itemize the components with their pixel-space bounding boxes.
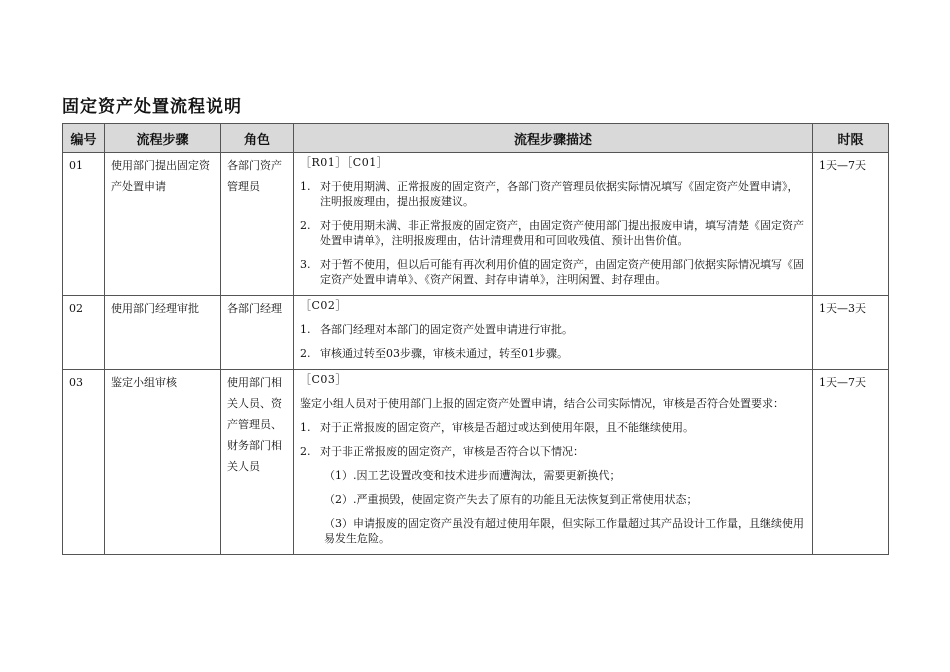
item-text: 审核通过转至03步骤，审核未通过，转至01步骤。 [320, 347, 568, 360]
sub-item: （2）.严重损毁，使固定资产失去了原有的功能且无法恢复到正常使用状态； [324, 493, 698, 506]
description-item [300, 444, 804, 459]
reference-codes: ［C02］ [300, 299, 347, 312]
description-item [300, 346, 804, 361]
step-name: 使用部门经理审批 [105, 296, 221, 370]
step-name: 使用部门提出固定资产处置申请 [105, 153, 221, 296]
table-row [63, 296, 889, 370]
item-number: 1. [300, 421, 311, 434]
item-number: 1. [300, 323, 311, 336]
description-item [300, 179, 804, 209]
sub-item: （1）.因工艺设置改变和技术进步而遭淘汰，需要更新换代； [324, 469, 621, 482]
step-description [294, 296, 813, 370]
time-limit: 1天—7天 [813, 153, 889, 296]
step-name: 鉴定小组审核 [105, 370, 221, 555]
reference-codes: ［C03］ [300, 373, 347, 386]
time-limit: 1天—3天 [813, 296, 889, 370]
table-body [63, 153, 889, 555]
header-description: 流程步骤描述 [294, 124, 813, 153]
process-table [62, 123, 889, 555]
sub-item: （3）申请报废的固定资产虽没有超过使用年限，但实际工作量超过其产品设计工作量，且继续使用易发生危险。 [324, 517, 804, 545]
item-text: 对于使用期满、正常报废的固定资产，各部门资产管理员依据实际情况填写《固定资产处置申请》，注明报废理由，提出报废建议。 [320, 180, 799, 208]
item-text: 对于暂不使用，但以后可能有再次利用价值的固定资产，由固定资产使用部门依据实际情况填写《固定资产处置申请单》、《资产闲置、封存申请单》，注明闲置、封存理由。 [320, 258, 804, 286]
header-time-limit: 时限 [813, 124, 889, 153]
item-number: 2. [300, 219, 311, 232]
step-code: 01 [63, 153, 105, 296]
description-item [300, 257, 804, 287]
step-role: 各部门经理 [221, 296, 294, 370]
table-row [63, 153, 889, 296]
item-text: 对于正常报废的固定资产，审核是否超过或达到使用年限，且不能继续使用。 [320, 421, 694, 434]
step-description [294, 370, 813, 555]
step-code: 02 [63, 296, 105, 370]
description-intro: 鉴定小组人员对于使用部门上报的固定资产处置申请，结合公司实际情况，审核是否符合处置要求： [300, 397, 784, 410]
item-number: 3. [300, 258, 311, 271]
table-header-row [63, 124, 889, 153]
description-item [300, 218, 804, 248]
step-description [294, 153, 813, 296]
item-number: 2. [300, 347, 311, 360]
header-step: 流程步骤 [105, 124, 221, 153]
item-number: 1. [300, 180, 311, 193]
step-code: 03 [63, 370, 105, 555]
time-limit: 1天—7天 [813, 370, 889, 555]
description-item [300, 420, 804, 435]
step-role: 各部门资产管理员 [221, 153, 294, 296]
item-number: 2. [300, 445, 311, 458]
step-role: 使用部门相关人员、资产管理员、财务部门相关人员 [221, 370, 294, 555]
table-row [63, 370, 889, 555]
header-code: 编号 [63, 124, 105, 153]
item-text: 对于非正常报废的固定资产，审核是否符合以下情况： [320, 445, 584, 458]
description-item [300, 322, 804, 337]
page-title: 固定资产处置流程说明 [62, 97, 242, 117]
header-role: 角色 [221, 124, 294, 153]
item-text: 各部门经理对本部门的固定资产处置申请进行审批。 [320, 323, 573, 336]
item-text: 对于使用期未满、非正常报废的固定资产，由固定资产使用部门提出报废申请，填写清楚《固定资产处置申请单》，注明报废理由，估计清理费用和可回收残值、预计出售价值。 [320, 219, 804, 247]
reference-codes: ［R01］［C01］ [300, 156, 389, 169]
